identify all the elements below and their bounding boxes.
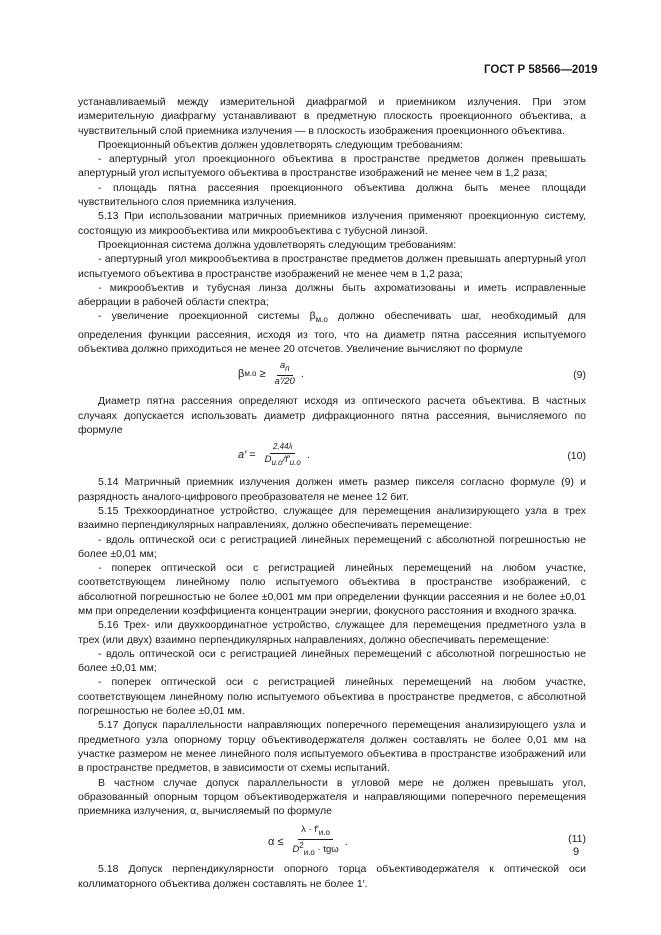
paragraph: - вдоль оптической оси с регистрацией линейных перемещений с абсолютной погрешностью не более ±0,01 мм;: [78, 647, 586, 675]
document-header: ГОСТ Р 58566—2019: [484, 64, 598, 76]
document-body: [78, 95, 586, 891]
denominator-part: /f′: [282, 454, 290, 466]
fraction-numerator: 2,44λ: [270, 441, 296, 454]
formula-11: [78, 820, 586, 860]
formula-operator: =: [249, 449, 256, 462]
denominator-sub: и.о: [271, 458, 283, 468]
numerator-text: a: [279, 360, 286, 372]
formula-fraction: [289, 824, 341, 859]
fraction-numerator: [277, 360, 293, 376]
numerator-text: λ · f′: [301, 824, 319, 836]
paragraph: - площадь пятна рассеяния проекционного объектива должна быть менее площади чувствительного слоя приемника излучения.: [78, 181, 586, 209]
formula-end: .: [306, 449, 310, 462]
fraction-denominator: [289, 840, 341, 859]
text-run: - увеличение проекционной системы: [98, 310, 310, 323]
paragraph: 5.15 Трехкоординатное устройство, служащее для перемещения анализирующего узла в трех взаимно перпендикулярных направлениях, должно обеспечивать перемещение:: [78, 504, 586, 532]
paragraph: - поперек оптической оси с регистрацией линейных перемещений на любом участке, соответствующем линейному полю испытуемого объектива в пространстве предметов, с абсолютной погрешностью не более ±0,01 мм.: [78, 676, 586, 718]
formula-fraction: [272, 360, 298, 388]
paragraph: [78, 309, 586, 356]
formula-lhs: a′: [238, 449, 247, 462]
formula-lhs: α: [268, 835, 275, 848]
paragraph: - микрообъектив и тубусная линза должны быть ахроматизованы и иметь исправленные аберрации в рабочей области спектра;: [78, 281, 586, 309]
paragraph: Проекционная система должна удовлетворять следующим требованиям:: [98, 238, 457, 251]
fraction-denominator: a′/20: [274, 376, 295, 388]
beta-symbol: β: [309, 310, 316, 323]
formula-number: (9): [573, 369, 586, 382]
paragraph: - апертурный угол проекционного объектива в пространстве предметов должен превышать апертурный угол испытуемого объектива в пространстве изображений не менее чем в 1,2 раза;: [78, 153, 586, 180]
paragraph: 5.13 При использовании матричных приемников излучения применяют проекционную систему, состоящую из микрообъектива или микрообъектива с тубусной линзой.: [78, 210, 586, 237]
denominator-sup: 2: [299, 841, 304, 851]
denominator-sub: и.о: [303, 848, 315, 858]
formula-number: (11): [568, 833, 586, 846]
formula-number: (10): [567, 450, 586, 463]
denominator-part: · tgω: [314, 844, 339, 856]
formula-lhs: β: [238, 368, 245, 381]
denominator-part: D: [292, 844, 300, 856]
fraction-numerator: [298, 824, 333, 840]
denominator-part: D: [264, 454, 272, 466]
paragraph: Проекционный объектив должен удовлетворять следующим требованиям:: [98, 138, 463, 151]
formula-9: [78, 358, 586, 392]
fraction-denominator: [262, 454, 304, 469]
text-run: должно обеспечивать шаг, необходимый для определения функции рассеяния, исходя из того, что на диаметр пятна рассеяния испытуемого объектива должно приходиться не менее 20 отсчетов. Увеличение вычисляют по формуле: [78, 310, 586, 356]
paragraph: - вдоль оптической оси с регистрацией линейных перемещений с абсолютной погрешностью не более ±0,01 мм;: [78, 533, 586, 560]
paragraph: 5.14 Матричный приемник излучения должен иметь размер пикселя согласно формуле (9) и разрядность аналого-цифрового преобразователя не менее 12 бит.: [78, 476, 586, 503]
beta-subscript: м.о: [315, 315, 328, 325]
paragraph: 5.17 Допуск параллельности направляющих поперечного перемещения анализирующего узла и предметного узла опорному торцу объективодержателя должен составлять не более 0,01 мм на участке размером не менее линейного поля испытуемого объектива в пространстве изображений или в пространстве предметов, в зависимости от схемы испытаний.: [78, 719, 586, 775]
formula-lhs-sub: м.о: [244, 369, 257, 379]
page-number: 9: [573, 846, 580, 858]
numerator-sub: п: [285, 364, 290, 374]
numerator-sub: и.о: [318, 828, 330, 838]
formula-fraction: [262, 441, 304, 469]
denominator-sub: и.о: [289, 458, 301, 468]
paragraph: - поперек оптической оси с регистрацией линейных перемещений на любом участке, соответствующем линейному полю испытуемого объектива в пространстве изображений, с абсолютной погрешностью не более ±0,001 мм при определении функции рассеяния и не более ±0,01 мм при определении коэффициента концентрации энергии, фокусного расстояния и входного зрачка.: [78, 562, 586, 617]
paragraph: Диаметр пятна рассеяния определяют исходя из оптического расчета объектива. В частных случаях допускается использовать диаметр дифракционного пятна рассеяния, вычисляемого по формуле: [78, 395, 586, 437]
formula-end: .: [344, 835, 348, 848]
paragraph: В частном случае допуск параллельности в угловой мере не должен превышать угол, образованный опорным торцом объективодержателя и направляющими поперечного перемещения приемника излучения, α, вычисляемый по формуле: [78, 776, 586, 818]
paragraph: 5.16 Трех- или двухкоординатное устройство, служащее для перемещения предметного узла в трех (или двух) взаимно перпендикулярных направлениях, должно обеспечивать перемещение:: [78, 619, 586, 646]
formula-operator: ≥: [259, 368, 266, 381]
formula-operator: ≤: [277, 835, 284, 848]
paragraph: устанавливаемый между измерительной диафрагмой и приемником излучения. При этом измерительную диафрагму устанавливают в предметную плоскость проекционного объектива, а чувствительный слой приемника излучения — в плоскость изображения проекционного объектива.: [78, 96, 586, 137]
paragraph: 5.18 Допуск перпендикулярности опорного торца объективодержателя к оптической оси коллиматорного объектива должен составлять не более 1′.: [78, 863, 586, 890]
paragraph: - апертурный угол микрообъектива в пространстве предметов должен превышать апертурный угол испытуемого объектива в пространстве изображений не менее чем в 1,2 раза;: [78, 253, 586, 280]
formula-end: .: [300, 368, 304, 381]
formula-10: [78, 439, 586, 473]
